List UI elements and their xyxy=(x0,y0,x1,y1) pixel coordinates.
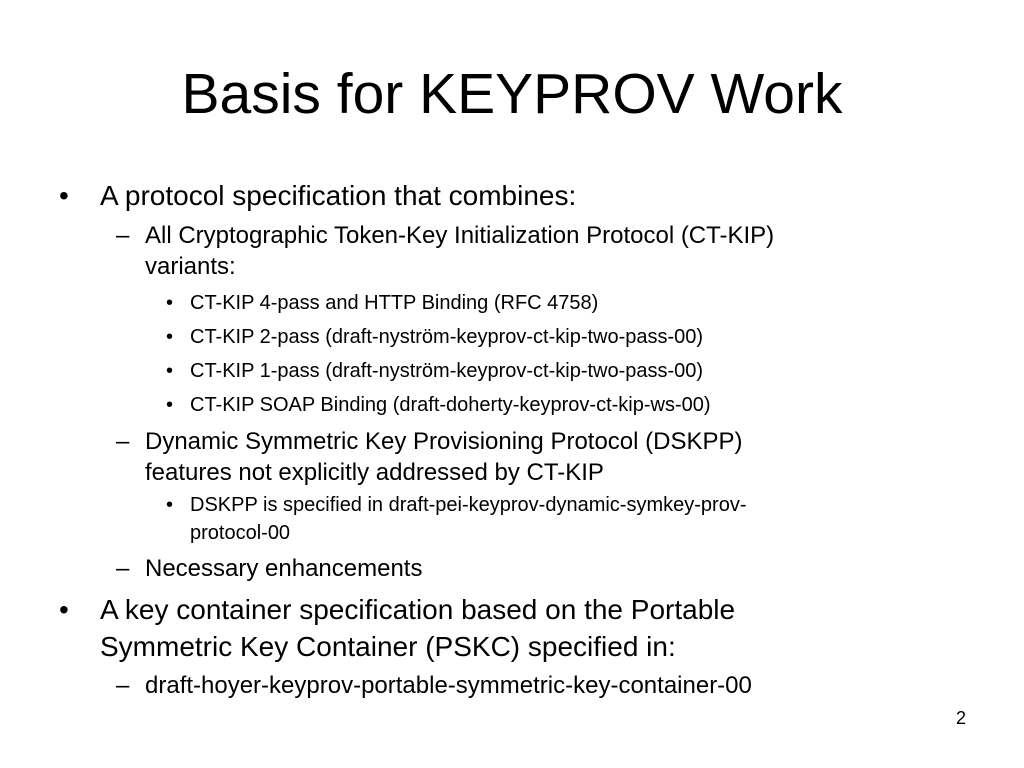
bullet-text-line: All Cryptographic Token-Key Initialization Protocol (CT-KIP) xyxy=(145,222,775,249)
bullet-item-l3 xyxy=(166,289,599,317)
bullet-text-line: protocol-00 xyxy=(190,522,291,544)
dash-marker: – xyxy=(116,222,130,249)
bullet-text-line: CT-KIP 1-pass (draft-nyström-keyprov-ct-kip-two-pass-00) xyxy=(190,360,704,382)
dash-marker: – xyxy=(116,555,130,582)
bullet-item-l1 xyxy=(59,177,577,214)
bullet-item-l3 xyxy=(166,357,704,385)
bullet-text-line: CT-KIP 4-pass and HTTP Binding (RFC 4758) xyxy=(190,292,599,314)
bullet-text-line: Symmetric Key Container (PSKC) specified in: xyxy=(100,631,676,662)
bullet-item-l2 xyxy=(116,220,775,282)
bullet-marker: • xyxy=(166,292,174,314)
bullet-text-line: CT-KIP 2-pass (draft-nyström-keyprov-ct-kip-two-pass-00) xyxy=(190,326,704,348)
bullet-item-l3 xyxy=(166,491,747,547)
bullet-text-line: Necessary enhancements xyxy=(145,555,423,582)
bullet-text-line: draft-hoyer-keyprov-portable-symmetric-key-container-00 xyxy=(145,672,752,699)
bullet-text-line: Dynamic Symmetric Key Provisioning Protocol (DSKPP) xyxy=(145,428,743,455)
bullet-marker: • xyxy=(59,180,69,211)
bullet-item-l3 xyxy=(166,323,704,351)
bullet-text-line: A protocol specification that combines: xyxy=(100,180,577,211)
bullet-text-line: variants: xyxy=(145,253,236,280)
bullet-item-l3 xyxy=(166,391,711,419)
bullet-text-line: features not explicitly addressed by CT-KIP xyxy=(145,459,604,486)
bullet-text-line: CT-KIP SOAP Binding (draft-doherty-keyprov-ct-kip-ws-00) xyxy=(190,394,711,416)
bullet-marker: • xyxy=(166,394,174,416)
bullet-item-l2 xyxy=(116,553,423,584)
page-number: 2 xyxy=(955,708,966,728)
bullet-text-line: A key container specification based on the Portable xyxy=(100,594,736,625)
bullet-item-l1 xyxy=(59,591,736,665)
bullet-marker: • xyxy=(166,494,174,516)
bullet-item-l2 xyxy=(116,670,752,701)
bullet-marker: • xyxy=(59,594,69,625)
bullet-text-line: DSKPP is specified in draft-pei-keyprov-dynamic-symkey-prov- xyxy=(190,494,747,516)
slide-title: Basis for KEYPROV Work xyxy=(181,62,843,126)
dash-marker: – xyxy=(116,672,130,699)
bullet-marker: • xyxy=(166,326,174,348)
bullet-marker: • xyxy=(166,360,174,382)
dash-marker: – xyxy=(116,428,130,455)
bullet-item-l2 xyxy=(116,426,743,488)
